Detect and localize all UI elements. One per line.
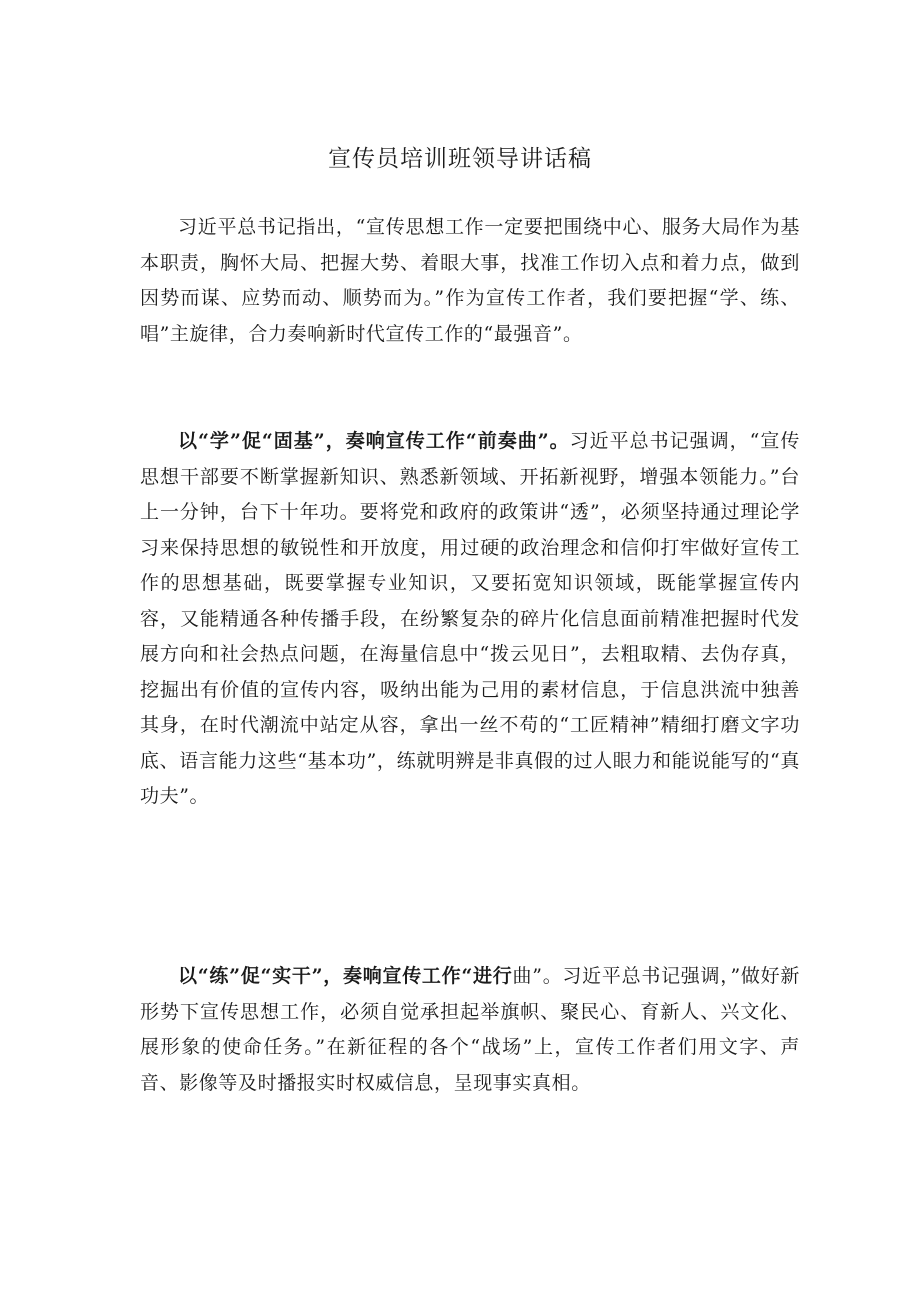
paragraph-intro-text: 习近平总书记指出，“宣传思想工作一定要把围绕中心、服务大局作为基本职责，胸怀大局、把握大势、着眼大事，找准工作切入点和着力点，做到因势而谋、应势而动、顺势而为。”作为宣传工作者，我们要把握“学、练、唱”主旋律，合力奏响新时代宣传工作的“最强音”。	[140, 216, 800, 345]
paragraph-intro	[140, 210, 800, 352]
paragraph-study-text: 习近平总书记强调，“宣传思想干部要不断掌握新知识、熟悉新领域、开拓新视野，增强本领能力。”台上一分钟，台下十年功。要将党和政府的政策讲“透”，必须坚持通过理论学习来保持思想的敏锐性和开放度，用过硬的政治理念和信仰打牢做好宣传工作的思想基础，既要掌握专业知识，又要拓宽知识领域，既能掌握宣传内容，又能精通各种传播手段，在纷繁复杂的碎片化信息面前精准把握时代发展方向和社会热点问题，在海量信息中“拨云见日”，去粗取精、去伪存真，挖掘出有价值的宣传内容，吸纳出能为己用的素材信息，于信息洪流中独善其身，在时代潮流中站定从容，拿出一丝不苟的“工匠精神”精细打磨文字功底、语言能力这些“基本功”，练就明辨是非真假的过人眼力和能说能写的“真功夫”。	[140, 430, 800, 807]
paragraph-study-heading: 以“学”促“固基”，奏响宣传工作“前奏曲”。	[178, 430, 570, 452]
paragraph-practice-heading: 以“练”促“实干”，奏响宣传工作“进行	[178, 965, 513, 987]
document-title: 宣传员培训班领导讲话稿	[328, 146, 592, 172]
paragraph-practice	[140, 959, 800, 1101]
paragraph-study	[140, 424, 800, 815]
paragraph-practice-text: 曲”。习近平总书记强调，”做好新形势下宣传思想工作，必须自觉承担起举旗帜、聚民心、育新人、兴文化、展形象的使命任务。”在新征程的各个“战场”上，宣传工作者们用文字、声音、影像等及时播报实时权威信息，呈现事实真相。	[140, 965, 800, 1094]
